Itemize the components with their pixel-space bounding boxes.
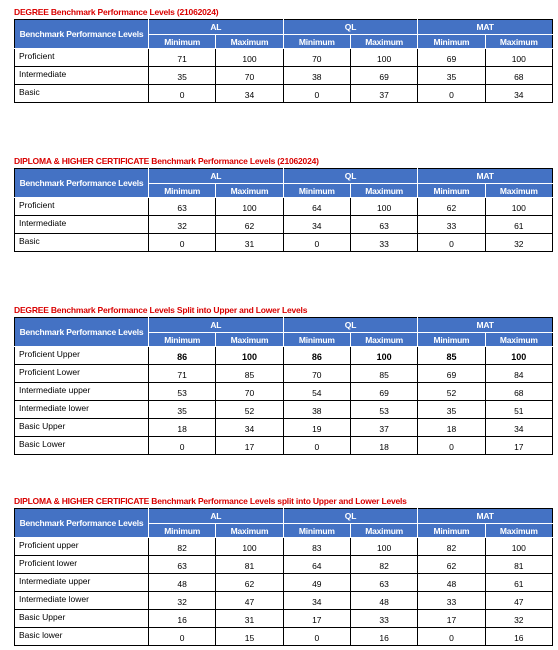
maximum-cell: 32 bbox=[485, 610, 552, 628]
maximum-cell: 47 bbox=[216, 592, 283, 610]
maximum-cell: 17 bbox=[216, 437, 283, 455]
maximum-cell: 33 bbox=[350, 610, 417, 628]
minimum-cell: 35 bbox=[418, 401, 485, 419]
row-label: Intermediate upper bbox=[15, 383, 149, 401]
minimum-cell: 63 bbox=[149, 198, 216, 216]
minimum-cell: 0 bbox=[283, 234, 350, 252]
table-row bbox=[15, 49, 553, 67]
table-row bbox=[15, 401, 553, 419]
row-label: Proficient Upper bbox=[15, 347, 149, 365]
table-row bbox=[15, 216, 553, 234]
minimum-cell: 34 bbox=[283, 216, 350, 234]
table-row bbox=[15, 365, 553, 383]
minimum-cell: 0 bbox=[418, 234, 485, 252]
minimum-cell: 35 bbox=[149, 401, 216, 419]
maximum-cell: 100 bbox=[216, 347, 283, 365]
minimum-cell: 64 bbox=[283, 198, 350, 216]
row-label: Intermediate upper bbox=[15, 574, 149, 592]
table-row bbox=[15, 538, 553, 556]
minimum-cell: 54 bbox=[283, 383, 350, 401]
group-header-mat: MAT bbox=[418, 318, 553, 333]
table-row bbox=[15, 556, 553, 574]
min-header: Minimum bbox=[283, 184, 350, 198]
section-title: DIPLOMA & HIGHER CERTIFICATE Benchmark Performance Levels (21062024) bbox=[14, 156, 319, 166]
table-row bbox=[15, 437, 553, 455]
diploma-split-section bbox=[14, 494, 552, 646]
max-header: Maximum bbox=[350, 333, 417, 347]
maximum-cell: 48 bbox=[350, 592, 417, 610]
minimum-cell: 0 bbox=[283, 437, 350, 455]
group-header-ql: QL bbox=[283, 169, 418, 184]
group-header-ql: QL bbox=[283, 509, 418, 524]
maximum-cell: 100 bbox=[216, 49, 283, 67]
min-header: Minimum bbox=[283, 524, 350, 538]
maximum-cell: 47 bbox=[485, 592, 552, 610]
row-label: Proficient upper bbox=[15, 538, 149, 556]
maximum-cell: 81 bbox=[485, 556, 552, 574]
maximum-cell: 62 bbox=[216, 574, 283, 592]
minimum-cell: 82 bbox=[149, 538, 216, 556]
row-label: Basic bbox=[15, 234, 149, 252]
row-header-cell: Benchmark Performance Levels bbox=[15, 509, 149, 538]
group-header-ql: QL bbox=[283, 20, 418, 35]
max-header: Maximum bbox=[485, 524, 552, 538]
minimum-cell: 38 bbox=[283, 401, 350, 419]
maximum-cell: 81 bbox=[216, 556, 283, 574]
minimum-cell: 33 bbox=[418, 216, 485, 234]
maximum-cell: 68 bbox=[485, 67, 552, 85]
maximum-cell: 100 bbox=[485, 347, 552, 365]
maximum-cell: 84 bbox=[485, 365, 552, 383]
maximum-cell: 34 bbox=[485, 419, 552, 437]
benchmark-table bbox=[14, 168, 553, 252]
max-header: Maximum bbox=[350, 524, 417, 538]
min-header: Minimum bbox=[149, 184, 216, 198]
maximum-cell: 100 bbox=[216, 538, 283, 556]
minimum-cell: 86 bbox=[283, 347, 350, 365]
maximum-cell: 37 bbox=[350, 419, 417, 437]
maximum-cell: 61 bbox=[485, 216, 552, 234]
minimum-cell: 70 bbox=[283, 365, 350, 383]
row-header-cell: Benchmark Performance Levels bbox=[15, 169, 149, 198]
minimum-cell: 0 bbox=[149, 628, 216, 646]
maximum-cell: 32 bbox=[485, 234, 552, 252]
minimum-cell: 83 bbox=[283, 538, 350, 556]
row-header-cell: Benchmark Performance Levels bbox=[15, 318, 149, 347]
group-header-al: AL bbox=[149, 318, 284, 333]
min-header: Minimum bbox=[149, 333, 216, 347]
minimum-cell: 70 bbox=[283, 49, 350, 67]
max-header: Maximum bbox=[485, 184, 552, 198]
row-header-cell: Benchmark Performance Levels bbox=[15, 20, 149, 49]
table-row bbox=[15, 574, 553, 592]
minimum-cell: 19 bbox=[283, 419, 350, 437]
minimum-cell: 86 bbox=[149, 347, 216, 365]
minimum-cell: 0 bbox=[283, 628, 350, 646]
minimum-cell: 35 bbox=[149, 67, 216, 85]
maximum-cell: 63 bbox=[350, 216, 417, 234]
maximum-cell: 62 bbox=[216, 216, 283, 234]
minimum-cell: 32 bbox=[149, 592, 216, 610]
row-label: Basic Lower bbox=[15, 437, 149, 455]
minimum-cell: 85 bbox=[418, 347, 485, 365]
min-header: Minimum bbox=[149, 35, 216, 49]
maximum-cell: 85 bbox=[216, 365, 283, 383]
row-label: Proficient bbox=[15, 49, 149, 67]
minimum-cell: 38 bbox=[283, 67, 350, 85]
maximum-cell: 100 bbox=[350, 538, 417, 556]
section-title: DEGREE Benchmark Performance Levels (21062024) bbox=[14, 7, 219, 17]
maximum-cell: 100 bbox=[350, 347, 417, 365]
maximum-cell: 70 bbox=[216, 383, 283, 401]
maximum-cell: 34 bbox=[216, 85, 283, 103]
minimum-cell: 0 bbox=[149, 234, 216, 252]
maximum-cell: 69 bbox=[350, 383, 417, 401]
table-row bbox=[15, 628, 553, 646]
row-label: Proficient bbox=[15, 198, 149, 216]
minimum-cell: 62 bbox=[418, 198, 485, 216]
row-label: Basic Upper bbox=[15, 610, 149, 628]
minimum-cell: 32 bbox=[149, 216, 216, 234]
group-header-mat: MAT bbox=[418, 509, 553, 524]
max-header: Maximum bbox=[216, 184, 283, 198]
degree-benchmark-section bbox=[14, 5, 552, 103]
min-header: Minimum bbox=[418, 524, 485, 538]
table-row bbox=[15, 347, 553, 365]
minimum-cell: 71 bbox=[149, 365, 216, 383]
maximum-cell: 82 bbox=[350, 556, 417, 574]
table-row bbox=[15, 419, 553, 437]
row-label: Intermediate bbox=[15, 216, 149, 234]
group-header-al: AL bbox=[149, 20, 284, 35]
minimum-cell: 0 bbox=[149, 85, 216, 103]
group-header-al: AL bbox=[149, 169, 284, 184]
min-header: Minimum bbox=[418, 333, 485, 347]
minimum-cell: 62 bbox=[418, 556, 485, 574]
section-title: DIPLOMA & HIGHER CERTIFICATE Benchmark Performance Levels split into Upper and Lower Levels bbox=[14, 496, 407, 506]
group-header-mat: MAT bbox=[418, 20, 553, 35]
maximum-cell: 17 bbox=[485, 437, 552, 455]
benchmark-table bbox=[14, 317, 553, 455]
minimum-cell: 35 bbox=[418, 67, 485, 85]
max-header: Maximum bbox=[216, 35, 283, 49]
minimum-cell: 33 bbox=[418, 592, 485, 610]
benchmark-table bbox=[14, 19, 553, 103]
minimum-cell: 17 bbox=[283, 610, 350, 628]
max-header: Maximum bbox=[216, 524, 283, 538]
minimum-cell: 52 bbox=[418, 383, 485, 401]
maximum-cell: 53 bbox=[350, 401, 417, 419]
min-header: Minimum bbox=[283, 333, 350, 347]
minimum-cell: 0 bbox=[149, 437, 216, 455]
maximum-cell: 37 bbox=[350, 85, 417, 103]
maximum-cell: 69 bbox=[350, 67, 417, 85]
diploma-benchmark-section bbox=[14, 154, 552, 252]
minimum-cell: 69 bbox=[418, 49, 485, 67]
minimum-cell: 34 bbox=[283, 592, 350, 610]
row-label: Intermediate bbox=[15, 67, 149, 85]
maximum-cell: 52 bbox=[216, 401, 283, 419]
minimum-cell: 48 bbox=[418, 574, 485, 592]
minimum-cell: 53 bbox=[149, 383, 216, 401]
maximum-cell: 31 bbox=[216, 610, 283, 628]
maximum-cell: 15 bbox=[216, 628, 283, 646]
section-title: DEGREE Benchmark Performance Levels Split into Upper and Lower Levels bbox=[14, 305, 308, 315]
minimum-cell: 18 bbox=[149, 419, 216, 437]
max-header: Maximum bbox=[350, 184, 417, 198]
max-header: Maximum bbox=[216, 333, 283, 347]
minimum-cell: 71 bbox=[149, 49, 216, 67]
table-row bbox=[15, 198, 553, 216]
group-header-mat: MAT bbox=[418, 169, 553, 184]
minimum-cell: 82 bbox=[418, 538, 485, 556]
table-row bbox=[15, 610, 553, 628]
maximum-cell: 100 bbox=[485, 49, 552, 67]
minimum-cell: 0 bbox=[418, 437, 485, 455]
max-header: Maximum bbox=[485, 35, 552, 49]
minimum-cell: 0 bbox=[418, 85, 485, 103]
minimum-cell: 18 bbox=[418, 419, 485, 437]
group-header-al: AL bbox=[149, 509, 284, 524]
min-header: Minimum bbox=[418, 184, 485, 198]
maximum-cell: 100 bbox=[350, 198, 417, 216]
minimum-cell: 69 bbox=[418, 365, 485, 383]
row-label: Basic bbox=[15, 85, 149, 103]
maximum-cell: 63 bbox=[350, 574, 417, 592]
maximum-cell: 16 bbox=[350, 628, 417, 646]
minimum-cell: 17 bbox=[418, 610, 485, 628]
min-header: Minimum bbox=[149, 524, 216, 538]
maximum-cell: 68 bbox=[485, 383, 552, 401]
maximum-cell: 61 bbox=[485, 574, 552, 592]
minimum-cell: 64 bbox=[283, 556, 350, 574]
minimum-cell: 16 bbox=[149, 610, 216, 628]
minimum-cell: 0 bbox=[418, 628, 485, 646]
min-header: Minimum bbox=[283, 35, 350, 49]
maximum-cell: 100 bbox=[350, 49, 417, 67]
maximum-cell: 34 bbox=[485, 85, 552, 103]
maximum-cell: 51 bbox=[485, 401, 552, 419]
max-header: Maximum bbox=[485, 333, 552, 347]
row-label: Intermediate lower bbox=[15, 592, 149, 610]
minimum-cell: 0 bbox=[283, 85, 350, 103]
minimum-cell: 49 bbox=[283, 574, 350, 592]
row-label: Intermediate lower bbox=[15, 401, 149, 419]
maximum-cell: 70 bbox=[216, 67, 283, 85]
row-label: Basic Upper bbox=[15, 419, 149, 437]
row-label: Proficient lower bbox=[15, 556, 149, 574]
minimum-cell: 48 bbox=[149, 574, 216, 592]
maximum-cell: 85 bbox=[350, 365, 417, 383]
maximum-cell: 34 bbox=[216, 419, 283, 437]
table-row bbox=[15, 383, 553, 401]
maximum-cell: 100 bbox=[485, 538, 552, 556]
maximum-cell: 18 bbox=[350, 437, 417, 455]
maximum-cell: 100 bbox=[485, 198, 552, 216]
group-header-ql: QL bbox=[283, 318, 418, 333]
min-header: Minimum bbox=[418, 35, 485, 49]
row-label: Basic lower bbox=[15, 628, 149, 646]
maximum-cell: 33 bbox=[350, 234, 417, 252]
benchmark-table bbox=[14, 508, 553, 646]
table-row bbox=[15, 67, 553, 85]
row-label: Proficient Lower bbox=[15, 365, 149, 383]
maximum-cell: 16 bbox=[485, 628, 552, 646]
table-row bbox=[15, 234, 553, 252]
maximum-cell: 31 bbox=[216, 234, 283, 252]
maximum-cell: 100 bbox=[216, 198, 283, 216]
minimum-cell: 63 bbox=[149, 556, 216, 574]
max-header: Maximum bbox=[350, 35, 417, 49]
table-row bbox=[15, 85, 553, 103]
table-row bbox=[15, 592, 553, 610]
degree-split-section bbox=[14, 303, 552, 455]
